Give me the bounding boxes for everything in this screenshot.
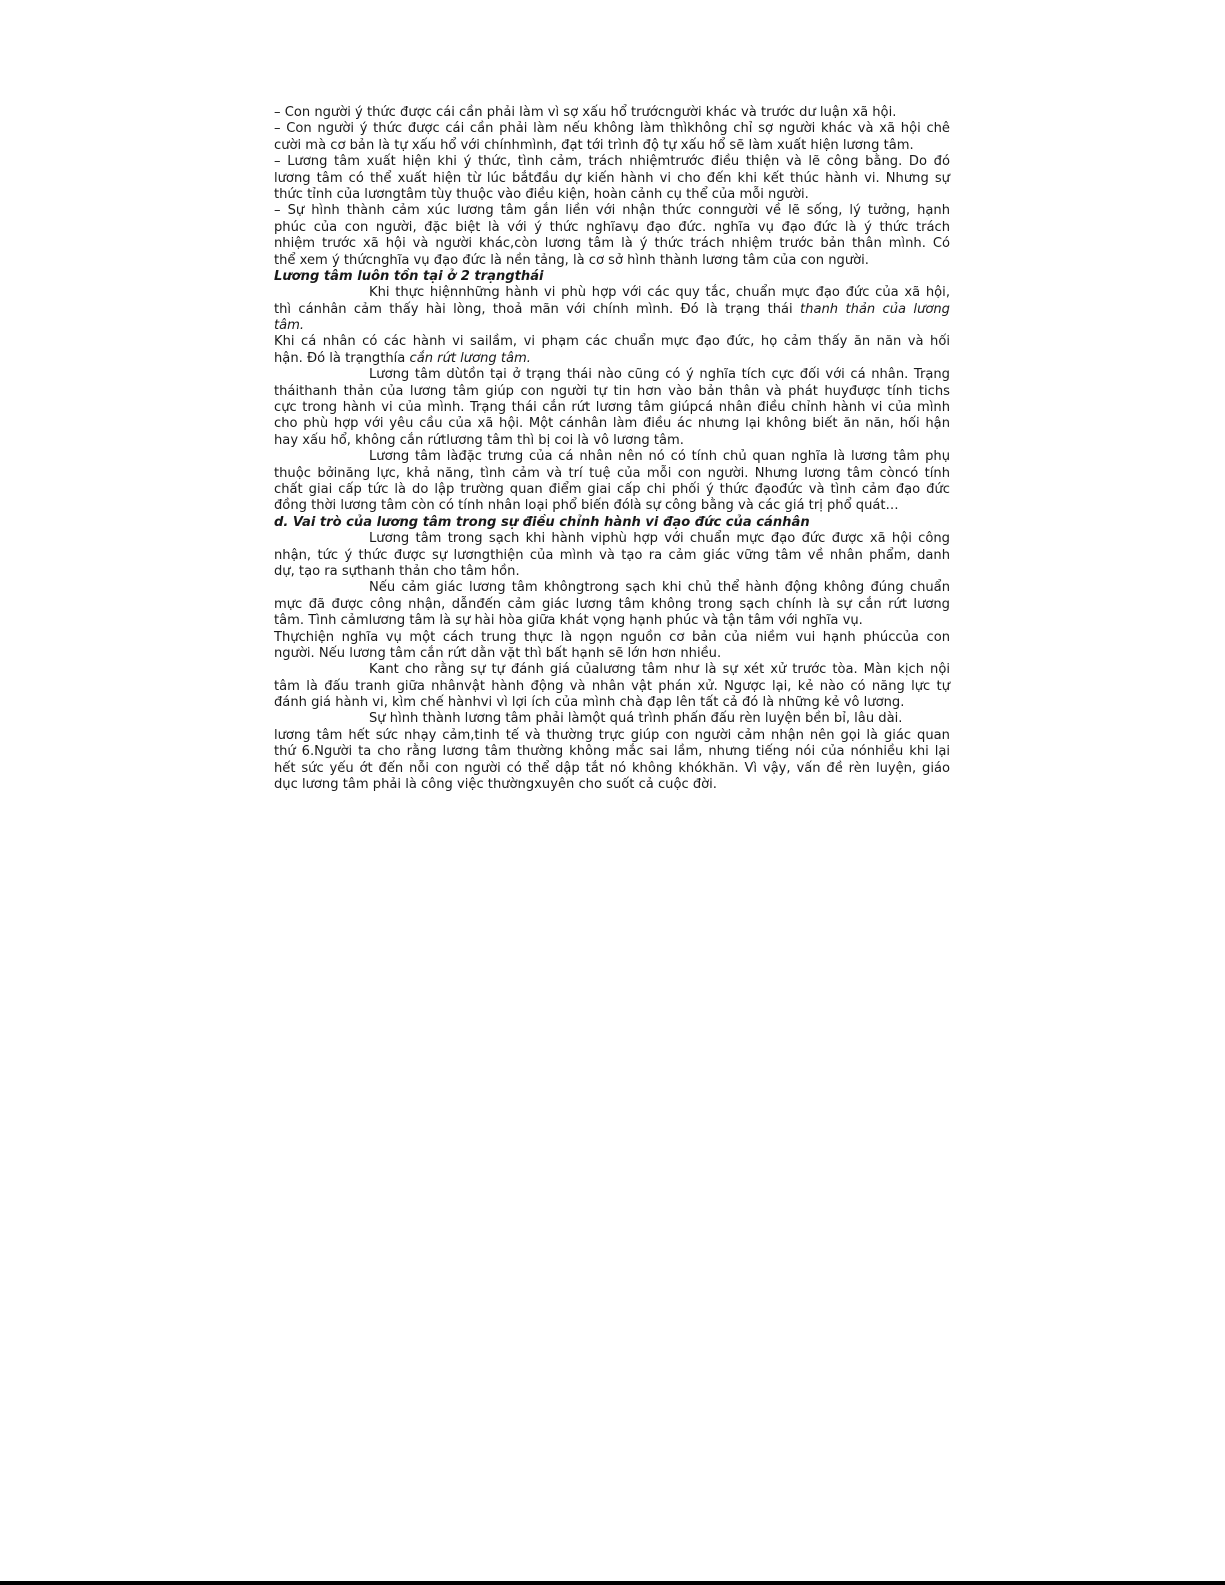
text-line <box>274 711 950 727</box>
text-line <box>274 498 950 514</box>
text-line-content: dục lương tâm phải là công việc thườngxuyên cho suốt cả cuộc đời. <box>274 777 717 793</box>
text-line-content: tâm. Tình cảmlương tâm là sự hài hòa giữa khát vọng hạnh phúc và tận tâm với nghĩa vụ. <box>274 613 863 629</box>
text-line <box>274 400 950 416</box>
text-line-content: – Lương tâm xuất hiện khi ý thức, tình cảm, trách nhiệmtrước điều thiện và lẽ công bằng. Do đó <box>274 154 950 170</box>
text-line-content: cực trong hành vi của mình. Trạng thái cắn rứt lương tâm giúpcá nhân điều chỉnh hành vi của mình <box>274 400 950 416</box>
text-line-content: hận. Đó là trạngthía <box>274 350 410 366</box>
text-line-content: cho phù hợp với yêu cầu của xã hội. Một cánhân làm điều ác nhưng lại không biết ăn năn, hối hận <box>274 416 950 432</box>
text-line <box>274 466 950 482</box>
text-line-content: – Con người ý thức được cái cần phải làm vì sợ xấu hổ trướcngười khác và trước dư luận xã hội. <box>274 105 897 120</box>
text-line-content: Lương tâm trong sạch khi hành viphù hợp với chuẩn mực đạo đức được xã hội công <box>369 531 950 547</box>
text-line-content: thức tỉnh của lươngtâm tùy thuộc vào điều kiện, hoàn cảnh cụ thể của mỗi người. <box>274 186 809 202</box>
text-line-content: cười mà cơ bản là tự xấu hổ với chínhmình, đạt tới trình độ tự xấu hổ sẽ làm xuất hiện lương tâm. <box>274 137 914 153</box>
text-line-content: tháithanh thản của lương tâm giúp con người tự tin hơn vào bản thân và phát huyđược tính tichs <box>274 383 950 399</box>
text-line-content: Lương tâm luôn tồn tại ở 2 trạngthái <box>274 268 544 284</box>
text-line-content: chất giai cấp tức là do lập trường quan điểm giai cấp chi phối ý thức đạođức và tình cảm đạo đức <box>274 481 950 497</box>
text-line <box>274 138 950 154</box>
text-line-content: phúc của con người, đặc biệt là với ý thức nghĩavụ đạo đức. nghĩa vụ đạo đức là ý thức trách <box>274 219 950 235</box>
text-line <box>274 367 950 383</box>
text-line-content: thuộc bởinăng lực, khả năng, tình cảm và trí tuệ của mỗi con người. Nhưng lương tâm còncó tính <box>274 465 950 481</box>
text-line <box>274 449 950 465</box>
text-line <box>274 613 950 629</box>
text-line-content: mực đã được công nhận, dẫnđến cảm giác lương tâm không trong sạch chính là sự cắn rứt lương <box>274 596 950 612</box>
text-line-content: Thựchiện nghĩa vụ một cách trung thực là ngọn nguồn cơ bản của niềm vui hạnh phúccủa con <box>274 629 950 645</box>
text-line <box>274 548 950 564</box>
text-line <box>274 777 950 793</box>
text-line <box>274 433 950 449</box>
page-bottom-border <box>0 1581 1225 1585</box>
text-line <box>274 679 950 695</box>
text-line <box>274 187 950 203</box>
text-line-content: người. Nếu lương tâm cắn rứt dằn vặt thì bất hạnh sẽ lớn hơn nhiều. <box>274 645 722 661</box>
text-line-content: Kant cho rằng sự tự đánh giá củalương tâm như là sự xét xử trước tòa. Màn kịch nội <box>369 662 950 678</box>
text-line <box>274 302 950 318</box>
text-line <box>274 203 950 219</box>
text-line <box>274 662 950 678</box>
text-line <box>274 351 950 367</box>
text-line <box>274 580 950 596</box>
text-line-content: Nếu cảm giác lương tâm khôngtrong sạch khi chủ thể hành động không đúng chuẩn <box>369 580 950 596</box>
text-line <box>274 334 950 350</box>
italic-phrase: thanh thản của lương <box>800 301 950 317</box>
text-line-content: tâm. <box>274 318 305 334</box>
text-line <box>274 105 950 121</box>
text-line-content: – Sự hình thành cảm xúc lương tâm gắn liền với nhận thức conngười về lẽ sống, lý tưởng, hạnh <box>274 203 950 219</box>
italic-phrase: cắn rứt lương tâm. <box>409 350 531 366</box>
text-line-content: Lương tâm làđặc trưng của cá nhân nên nó có tính chủ quan nghĩa là lương tâm phụ <box>369 449 950 465</box>
text-line-content: hay xấu hổ, không cắn rứtlương tâm thì bị coi là vô lương tâm. <box>274 432 684 448</box>
text-line <box>274 236 950 252</box>
text-line <box>274 171 950 187</box>
text-line-content: d. Vai trò của lương tâm trong sự điều chỉnh hành vi đạo đức của cánhân <box>274 514 810 530</box>
text-line <box>274 154 950 170</box>
text-line <box>274 597 950 613</box>
text-line-content: lương tâm hết sức nhạy cảm,tinh tế và thường trực giúp con người cảm nhận nên gọi là giác quan <box>274 727 950 743</box>
text-line <box>274 482 950 498</box>
text-line-content: Sự hình thành lương tâm phải làmột quá trình phấn đấu rèn luyện bền bỉ, lâu dài. <box>369 711 903 727</box>
text-line-content: Lương tâm dùtồn tại ở trạng thái nào cũng có ý nghĩa tích cực đối với cá nhân. Trạng <box>369 367 950 383</box>
text-line <box>274 416 950 432</box>
text-line <box>274 318 950 334</box>
text-line <box>274 285 950 301</box>
text-line <box>274 384 950 400</box>
text-line-content: thì cánhân cảm thấy hài lòng, thoả mãn với chính mình. Đó là trạng thái <box>274 301 801 317</box>
text-line <box>274 564 950 580</box>
text-line-content: Khi cá nhân có các hành vi sailầm, vi phạm các chuẩn mực đạo đức, họ cảm thấy ăn năn và hối <box>274 334 950 350</box>
text-line-content: Khi thực hiệnnhững hành vi phù hợp với các quy tắc, chuẩn mực đạo đức của xã hội, <box>369 285 950 301</box>
text-line <box>274 220 950 236</box>
text-line <box>274 695 950 711</box>
text-line <box>274 761 950 777</box>
text-line-content: thể xem ý thứcnghĩa vụ đạo đức là nền tảng, là cơ sở hình thành lương tâm của con người. <box>274 252 869 268</box>
text-line <box>274 121 950 137</box>
text-line-content: thứ 6.Người ta cho rằng lương tâm thường không mắc sai lầm, nhưng tiếng nói của nónhiều khi lại <box>274 744 950 760</box>
text-line <box>274 744 950 760</box>
text-line-content: nhận, tức ý thức được sự lươngthiện của mình và tạo ra cảm giác vững tâm về nhân phẩm, danh <box>274 547 950 563</box>
section-heading <box>274 269 950 285</box>
text-line-content: nhiệm trước xã hội và người khác,còn lương tâm là ý thức trách nhiệm trước bản thân mình. Có <box>274 236 950 252</box>
text-line-content: đánh giá hành vi, kìm chế hànhvi vì lợi ích của mình chà đạp lên tất cả đó là những kẻ vô lương. <box>274 695 905 711</box>
document-body <box>274 105 950 793</box>
text-line <box>274 646 950 662</box>
text-line <box>274 531 950 547</box>
text-line-content: dự, tạo ra sựthanh thản cho tâm hồn. <box>274 563 520 579</box>
text-line <box>274 253 950 269</box>
text-line <box>274 728 950 744</box>
text-line-content: lương tâm có thể xuất hiện từ lúc bắtđầu dự kiến hành vi cho đến khi kết thúc hành vi. Nhưng sự <box>274 170 950 186</box>
text-line-content: hết sức yếu ớt đến nỗi con người có thể dập tắt nó không khókhăn. Vì vậy, vấn đề rèn luyện, giáo <box>274 760 950 776</box>
section-heading <box>274 515 950 531</box>
text-line <box>274 630 950 646</box>
text-line-content: tâm là đấu tranh giữa nhânvật hành động và nhân vật phán xử. Ngược lại, kẻ nào có năng lực tự <box>274 678 950 694</box>
text-line-content: đồng thời lương tâm còn có tính nhân loại phổ biến đólà sự công bằng và các giá trị phổ quát… <box>274 498 899 514</box>
text-line-content: – Con người ý thức được cái cần phải làm nếu không làm thìkhông chỉ sợ người khác và xã hội chê <box>274 121 950 137</box>
